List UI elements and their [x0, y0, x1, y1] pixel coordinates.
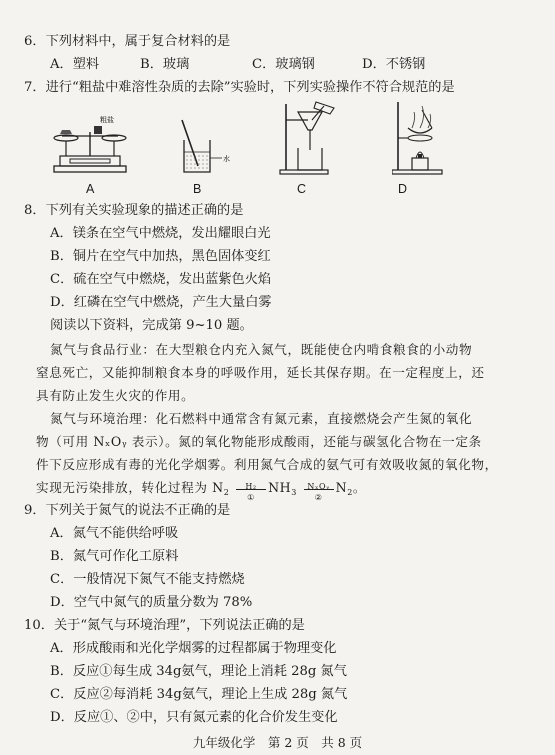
arrow1-reagent: H₂ — [245, 481, 257, 491]
q8-option-c: C．硫在空气中燃烧，发出蓝紫色火焰 — [50, 272, 272, 287]
balance-tag: 粗盐 — [100, 116, 114, 124]
q10-option-b: B．反应①每生成 34g氨气，理论上消耗 28g 氮气 — [50, 664, 347, 679]
reading-p1-line1: 氮气与食品行业：在大型粮仓内充入氮气，既能使仓内啃食粮食的小动物 — [50, 342, 473, 357]
reading-intro: 阅读以下资料，完成第 9~10 题。 — [50, 318, 253, 333]
figure-label-a: A — [86, 182, 95, 196]
q10-option-c: C．反应②每消耗 34g氨气，理论上生成 28g 氮气 — [50, 687, 348, 702]
q8-option-b: B．铜片在空气中加热，黑色固体变红 — [50, 249, 271, 264]
reading-p2-line2: 物（可用 NₓOᵧ 表示）。氮的氧化物能形成酸雨，还能与碳氢化合物在一定条 — [36, 434, 482, 449]
n2-subscript: 2 — [223, 488, 230, 497]
q8-option-d: D．红磷在空气中燃烧，产生大量白雾 — [50, 295, 272, 310]
q10-stem: 10．关于“氮气与环境治理”，下列说法正确的是 — [24, 618, 305, 633]
reading-p2-line4 — [36, 480, 366, 501]
q7-stem: 7．进行“粗盐中难溶性杂质的去除”实验时，下列实验操作不符合规范的是 — [24, 80, 455, 95]
reaction-arrow-2 — [302, 481, 336, 502]
q9-option-d: D．空气中氮气的质量分数为 78% — [50, 595, 253, 610]
reading-p1-line3: 具有防止发生火灾的作用。 — [36, 388, 195, 403]
q9-option-b: B．氮气可作化工原料 — [50, 549, 179, 564]
nitrogen-product: N — [335, 480, 348, 495]
figure-label-b: B — [193, 182, 202, 196]
q10-option-a: A．形成酸雨和光化学烟雾的过程都属于物理变化 — [50, 641, 337, 656]
nitrogen-product-subscript: 2 — [347, 488, 353, 497]
reaction-arrow-1 — [234, 481, 268, 502]
figure-label-c: C — [297, 182, 307, 196]
q10-option-d: D．反应①、②中，只有氮元素的化合价发生变化 — [50, 710, 338, 725]
ammonia-subscript: 3 — [291, 488, 297, 497]
page-footer: 九年级化学 第 2 页 共 8 页 — [192, 735, 363, 750]
balance-figure — [50, 112, 130, 176]
arrow2-reagent: NₓOᵧ — [307, 481, 330, 491]
q6-option-d: D．不锈钢 — [362, 57, 426, 72]
q6-stem: 6．下列材料中，属于复合材料的是 — [24, 34, 231, 49]
q6-options — [50, 57, 425, 73]
arrow1-step: ① — [247, 492, 255, 502]
q6-option-b: B．玻璃 — [140, 57, 190, 72]
q8-stem: 8．下列有关实验现象的描述正确的是 — [24, 203, 244, 218]
q6-option-c: C．玻璃钢 — [252, 57, 315, 72]
beaker-figure — [176, 118, 236, 176]
q9-option-a: A．氮气不能供给呼吸 — [50, 526, 179, 541]
q8-option-a: A．镁条在空气中燃烧，发出耀眼白光 — [50, 226, 271, 241]
reading-p2-line3: 件下反应形成有毒的光化学烟雾。利用氮气合成的氨气可有效吸收氮的氧化物， — [36, 457, 498, 472]
figure-label-d: D — [398, 182, 408, 196]
filtration-figure — [278, 100, 348, 176]
water-tag: 水 — [223, 155, 230, 163]
conversion-period: 。 — [352, 480, 367, 495]
evaporation-figure — [392, 98, 454, 176]
conversion-intro: 实现无污染排放，转化过程为 N — [36, 480, 224, 495]
q9-option-c: C．一般情况下氮气不能支持燃烧 — [50, 572, 245, 587]
q6-option-a: A．塑料 — [50, 57, 100, 72]
q9-stem: 9．下列关于氮气的说法不正确的是 — [24, 503, 231, 518]
arrow2-step: ② — [314, 492, 323, 502]
reading-p1-line2: 窒息死亡，又能抑制粮食本身的呼吸作用，延长其保存期。在一定程度上，还 — [36, 365, 485, 380]
reading-p2-line1: 氮气与环境治理：化石燃料中通常含有氮元素，直接燃烧会产生氮的氧化 — [50, 411, 473, 426]
ammonia-formula: NH — [268, 480, 292, 495]
